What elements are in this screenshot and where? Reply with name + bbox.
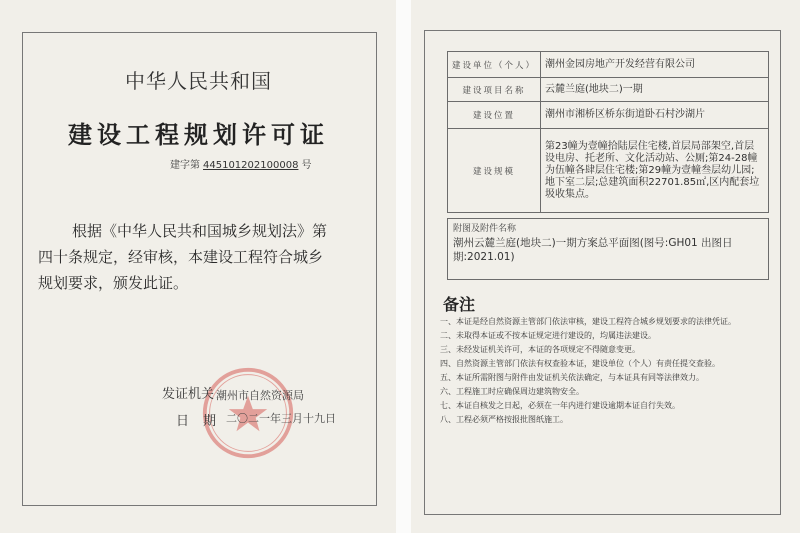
- row-value: 云麓兰庭(地块二)一期: [541, 78, 769, 102]
- certificate-number-value: 445101202100008: [203, 160, 299, 171]
- note-item: 五、本证所需附图与附件由发证机关依法确定，与本证具有同等法律效力。: [440, 373, 704, 382]
- table-row: [448, 78, 769, 102]
- body-line-3: 规划要求，颁发此证。: [38, 274, 189, 292]
- issuer-label: 发证机关: [162, 387, 215, 402]
- row-value: 第23幢为壹幢拾陆层住宅楼,首层局部架空,首层设电房、托老所、文化活动站、公厕;第24-28幢为伍幢各肆层住宅楼;第29幢为壹幢叁层幼儿园;地下室二层;总建筑面积22701.85㎡,区内配套垃圾收集点。: [541, 129, 769, 213]
- row-label: 建设项目名称: [448, 78, 541, 102]
- table-row: [448, 129, 769, 213]
- note-item: 二、未取得本证或不按本证规定进行建设的，均属违法建设。: [440, 331, 656, 340]
- certificate-number-suffix: 号: [301, 160, 312, 171]
- body-line-1: 根据《中华人民共和国城乡规划法》第: [72, 222, 328, 240]
- country-header: 中华人民共和国: [125, 69, 272, 93]
- attachment-label: 附图及附件名称: [453, 224, 517, 234]
- certificate-number-label: 建字第: [170, 160, 200, 171]
- attachment-text: 潮州云麓兰庭(地块二)一期方案总平面图(图号:GH01 出图日期:2021.01): [453, 237, 733, 263]
- note-item: 一、本证是经自然资源主管部门依法审核，建设工程符合城乡规划要求的法律凭证。: [440, 317, 736, 326]
- table-row: [448, 52, 769, 78]
- table-row: [448, 102, 769, 129]
- row-label: 建设规模: [448, 129, 541, 213]
- project-info-table: [447, 51, 769, 213]
- note-item: 七、本证自核发之日起，必须在一年内进行建设逾期本证自行失效。: [440, 401, 680, 410]
- note-item: 八、工程必须严格按报批图纸施工。: [440, 415, 568, 424]
- note-item: 六、工程施工时应确保周边建筑物安全。: [440, 387, 584, 396]
- date-label: 日期: [176, 414, 231, 429]
- certificate-number: [170, 156, 311, 171]
- row-label: 建设位置: [448, 102, 541, 129]
- certificate-body: [38, 218, 368, 296]
- date-value: 二〇二一年三月十九日: [226, 412, 336, 425]
- body-line-2: 四十条规定，经审核，本建设工程符合城乡: [38, 248, 324, 266]
- certificate-title: 建设工程规划许可证: [68, 121, 329, 149]
- notes-list: [440, 316, 766, 428]
- notes-title: 备注: [443, 295, 476, 314]
- row-value: 潮州市湘桥区桥东街道卧石村沙湖片: [541, 102, 769, 129]
- row-label: 建设单位（个人）: [448, 52, 541, 78]
- note-item: 三、未经发证机关许可，本证的各项规定不得随意变更。: [440, 345, 640, 354]
- note-item: 四、自然资源主管部门依法有权查验本证，建设单位（个人）有责任提交查验。: [440, 359, 720, 368]
- issuer-value: 潮州市自然资源局: [216, 389, 304, 402]
- row-value: 潮州金园房地产开发经营有限公司: [541, 52, 769, 78]
